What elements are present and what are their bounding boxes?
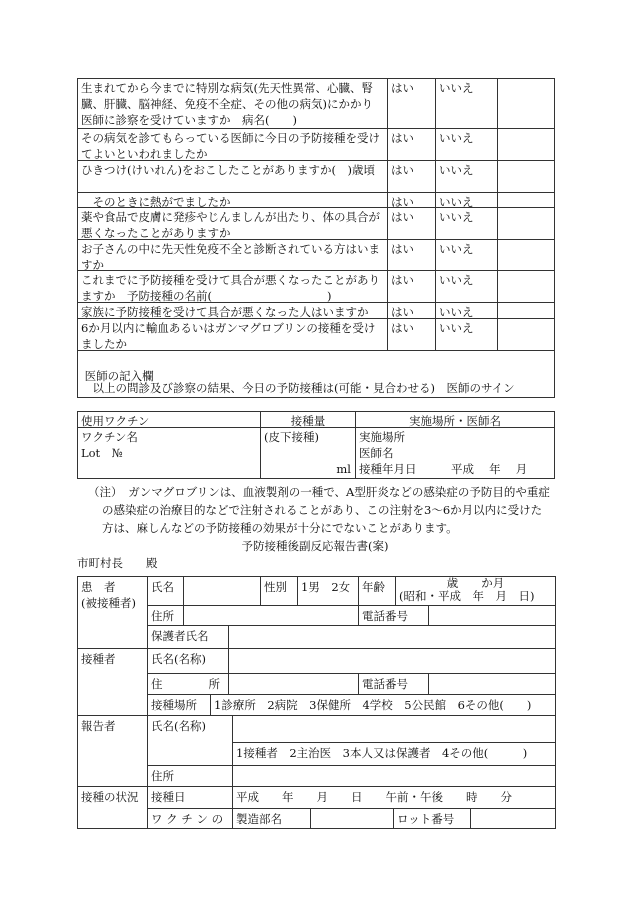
patient-address-field[interactable] xyxy=(183,605,359,626)
doctor-entry-label: 医師の記入欄 xyxy=(84,369,154,383)
question-text: 家族に予防接種を受けて具合が悪くなった人はいますか xyxy=(77,302,388,319)
no-option[interactable]: いいえ xyxy=(435,160,498,193)
guardian-label: 保護者氏名 xyxy=(147,625,229,649)
doctor-statement: 以上の問診及び診察の結果、今日の予防接種は(可能・見合わせる) 医師のサイン xyxy=(81,381,515,395)
sex-options[interactable]: 1男 2女 xyxy=(297,576,359,606)
no-option[interactable]: いいえ xyxy=(435,128,498,161)
answer-blank[interactable] xyxy=(497,302,555,319)
addressee: 市町村長 殿 xyxy=(77,556,158,570)
reporter-name-label: 氏名(名称) xyxy=(147,715,233,766)
question-text: これまでに予防接種を受けて具合が悪くなったことがありますか 予防接種の名前( ) xyxy=(77,270,388,303)
question-text: ひきつけ(けいれん)をおこしたことがありますか( )歳頃 xyxy=(77,160,388,193)
question-text: 生まれてから今までに特別な病気(先天性異常、心臓、腎臓、肝臓、脳神経、免疫不全症、その他の病気)にかかり医師に診察を受けていますか 病名( ) xyxy=(77,78,388,129)
no-option[interactable]: いいえ xyxy=(435,270,498,303)
yes-option[interactable]: はい xyxy=(387,318,436,351)
place-label: 接種場所 xyxy=(147,694,211,716)
guardian-name-field[interactable] xyxy=(228,625,556,649)
maker-label: 製造部名 xyxy=(232,808,311,829)
place-header: 実施場所・医師名 xyxy=(355,411,555,428)
answer-blank[interactable] xyxy=(497,78,555,129)
patient-name-field[interactable] xyxy=(183,576,261,606)
vaccinator-phone-label: 電話番号 xyxy=(358,673,429,695)
patient-label: 患 者 (被接種者) xyxy=(77,576,148,649)
note-line: の感染症の治療目的などで注射されることがあり、この注射を3～6か月以内に受けた xyxy=(102,503,543,517)
vaccination-date-label: 接種日 xyxy=(147,786,233,809)
doctor-name-label: 医師名 xyxy=(359,446,394,460)
reporter-name-field[interactable] xyxy=(232,715,556,743)
yes-option[interactable]: はい xyxy=(387,192,436,208)
question-text: そのときに熱がでましたか xyxy=(77,192,388,208)
dose-route: (皮下接種) xyxy=(264,430,319,444)
vaccination-date: 接種年月日 平成 年 月 xyxy=(359,462,528,476)
reporter-label: 報告者 xyxy=(77,715,148,787)
yes-option[interactable]: はい xyxy=(387,128,436,161)
yes-option[interactable]: はい xyxy=(387,78,436,129)
lot-number-field[interactable] xyxy=(470,808,556,829)
question-text: お子さんの中に先天性免疫不全と診断されている方はいますか xyxy=(77,239,388,271)
answer-blank[interactable] xyxy=(497,192,555,208)
no-option[interactable]: いいえ xyxy=(435,239,498,271)
vaccine-name-label: ワクチン名 xyxy=(81,430,138,444)
vaccinator-label: 接種者 xyxy=(77,648,148,716)
answer-blank[interactable] xyxy=(497,160,555,193)
dose-header: 接種量 xyxy=(260,411,356,428)
age-label: 年齢 xyxy=(358,576,396,606)
vaccinator-address-label: 住 所 xyxy=(147,673,229,695)
place-options[interactable]: 1診療所 2病院 3保健所 4学校 5公民館 6その他( ) xyxy=(210,694,556,716)
sex-label: 性別 xyxy=(260,576,298,606)
vaccine-cell[interactable] xyxy=(77,427,261,479)
vaccination-date-field[interactable]: 平成 年 月 日 午前・午後 時 分 xyxy=(232,786,556,809)
answer-blank[interactable] xyxy=(497,270,555,303)
place-label: 実施場所 xyxy=(359,430,405,444)
no-option[interactable]: いいえ xyxy=(435,318,498,351)
vaccinator-phone-field[interactable] xyxy=(428,673,556,695)
vaccinator-name-field[interactable] xyxy=(228,648,556,674)
lot-label: Lot № xyxy=(81,446,123,460)
vaccine-of-label: ワ ク チ ン の xyxy=(147,808,233,829)
no-option[interactable]: いいえ xyxy=(435,78,498,129)
yes-option[interactable]: はい xyxy=(387,207,436,240)
patient-phone-field[interactable] xyxy=(428,605,556,626)
lot-number-label: ロット番号 xyxy=(393,808,471,829)
yes-option[interactable]: はい xyxy=(387,270,436,303)
reporter-address-field[interactable] xyxy=(232,765,556,787)
answer-blank[interactable] xyxy=(497,318,555,351)
name-label: 氏名 xyxy=(147,576,184,606)
question-text: その病気を診てもらっている医師に今日の予防接種を受けてよいといわれましたか xyxy=(77,128,388,161)
question-text: 6か月以内に輸血あるいはガンマグロブリンの接種を受けましたか xyxy=(77,318,388,351)
note-line: （注） ガンマグロブリンは、血液製剤の一種で、A型肝炎などの感染症の予防目的や重症 xyxy=(88,485,550,499)
address-label: 住所 xyxy=(147,605,184,626)
report-title: 予防接種後副反応報告書(案) xyxy=(241,539,389,553)
note-line: 方は、麻しんなどの予防接種の効果が十分にでないことがあります。 xyxy=(102,521,458,535)
yes-option[interactable]: はい xyxy=(387,302,436,319)
yes-option[interactable]: はい xyxy=(387,160,436,193)
dose-cell[interactable] xyxy=(260,427,356,479)
no-option[interactable]: いいえ xyxy=(435,192,498,208)
vaccinator-name-label: 氏名(名称) xyxy=(147,648,229,674)
birth-date: (昭和・平成 年 月 日) xyxy=(399,589,535,603)
vaccinator-address-field[interactable] xyxy=(228,673,359,695)
status-label: 接種の状況 xyxy=(77,786,148,829)
age-field[interactable] xyxy=(395,576,556,606)
maker-field[interactable] xyxy=(310,808,394,829)
vaccine-header: 使用ワクチン xyxy=(77,411,261,428)
phone-label: 電話番号 xyxy=(358,605,429,626)
answer-blank[interactable] xyxy=(497,207,555,240)
answer-blank[interactable] xyxy=(497,239,555,271)
reporter-address-label: 住所 xyxy=(147,765,233,787)
place-cell[interactable] xyxy=(355,427,555,479)
yes-option[interactable]: はい xyxy=(387,239,436,271)
question-text: 薬や食品で皮膚に発疹やじんましんが出たり、体の具合が悪くなったことがありますか xyxy=(77,207,388,240)
age-value: 歳 か月 xyxy=(446,576,505,590)
reporter-options[interactable]: 1接種者 2主治医 3本人又は保護者 4その他( ) xyxy=(232,742,556,766)
answer-blank[interactable] xyxy=(497,128,555,161)
ml-unit: ml xyxy=(336,462,351,476)
doctor-entry-section xyxy=(77,350,555,398)
no-option[interactable]: いいえ xyxy=(435,207,498,240)
no-option[interactable]: いいえ xyxy=(435,302,498,319)
